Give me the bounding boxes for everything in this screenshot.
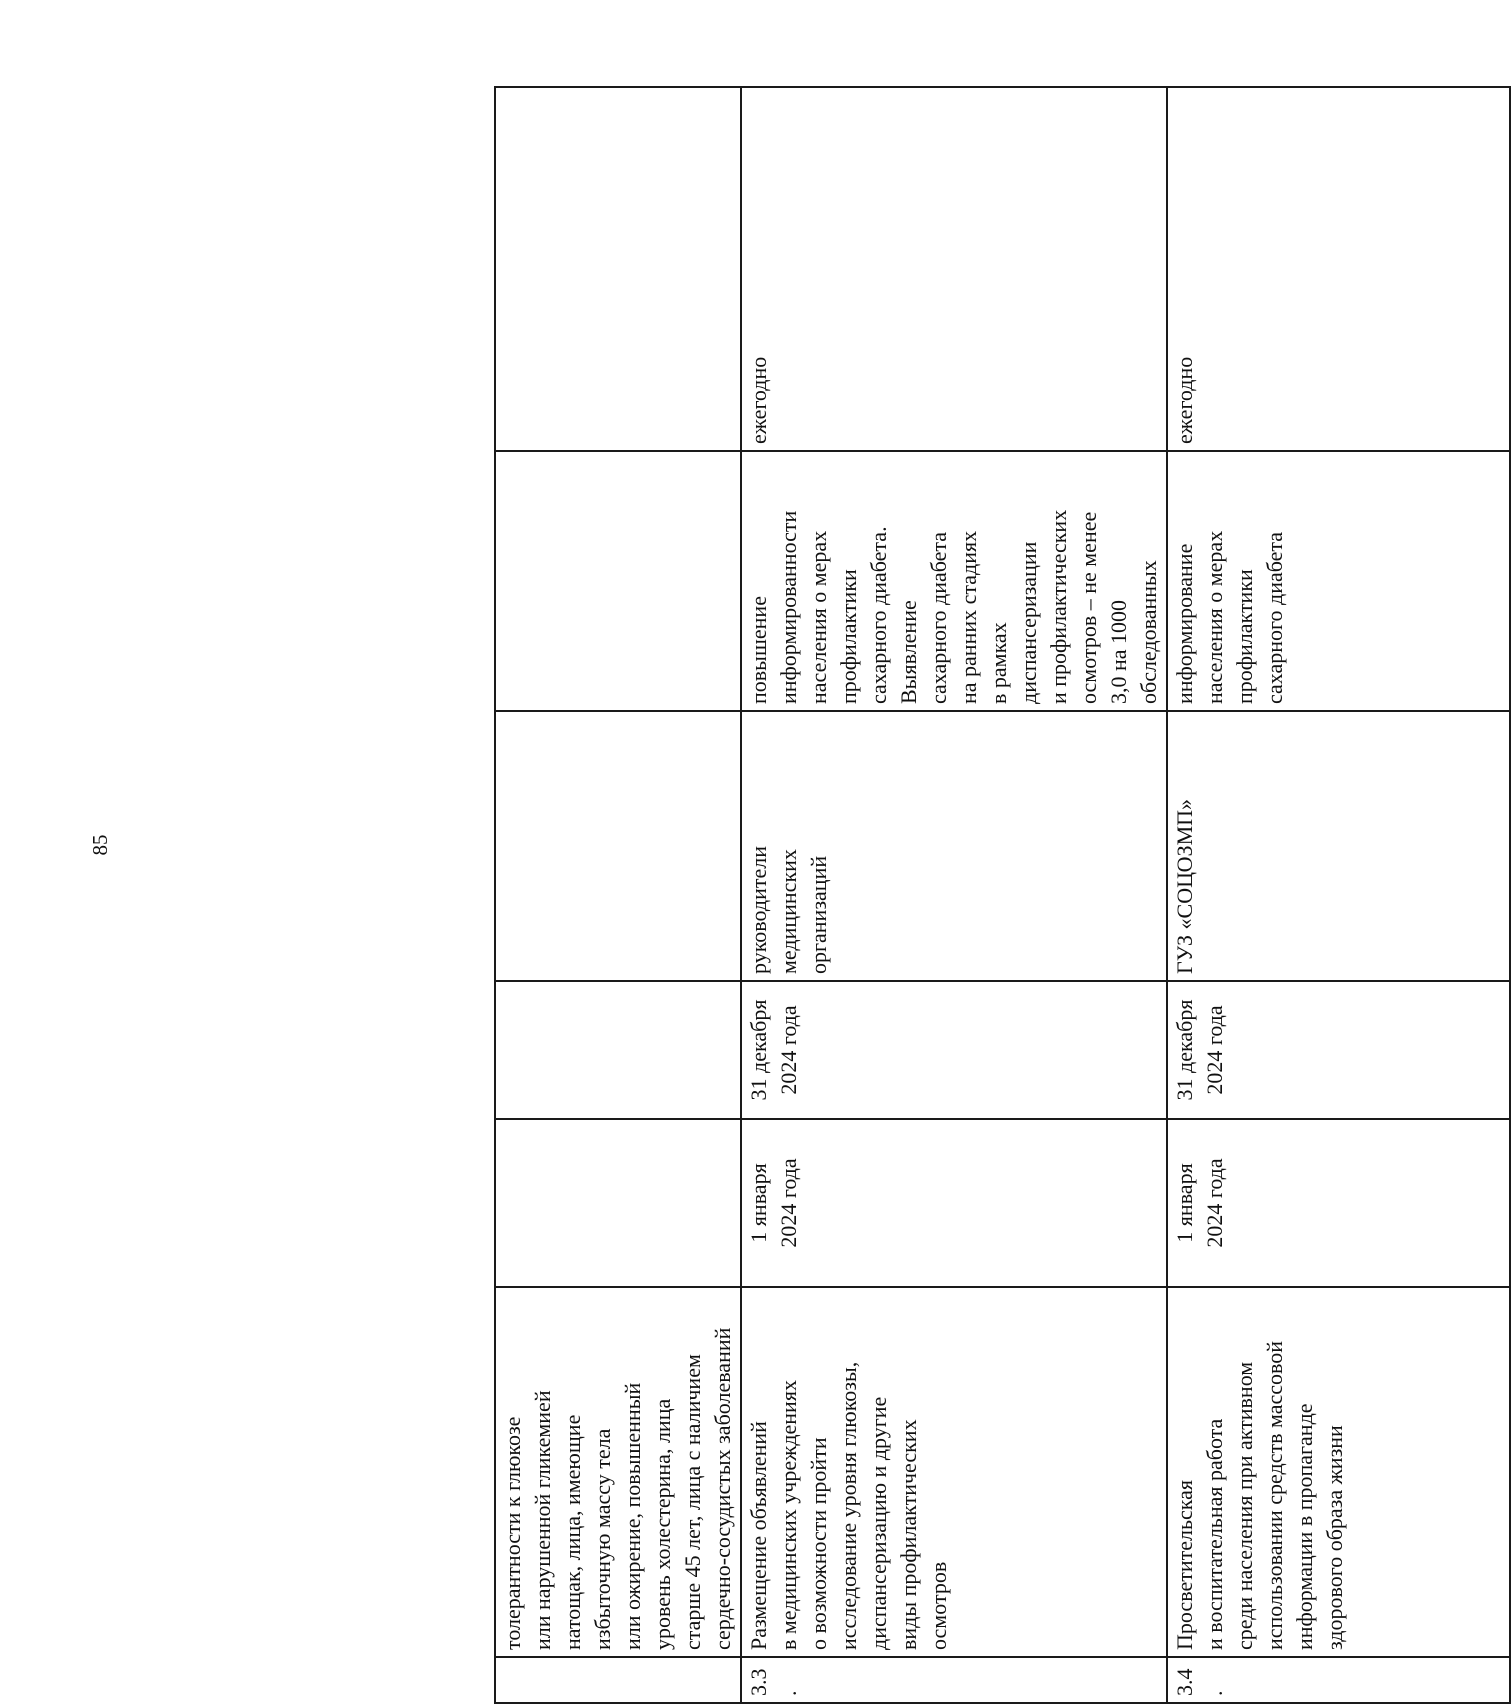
row-number	[495, 1657, 741, 1703]
activity-cell: толерантности к глюкозе или нарушенной гликемией натощак, лица, имеющие избыточную массу тела или ожирение, повышенный уровень холестерина, лица старше 45 лет, лица с наличием сердечно-сосудистых заболеваний	[495, 1287, 741, 1657]
frequency-cell: ежегодно	[741, 87, 1167, 451]
table-row	[495, 87, 741, 1703]
result-cell: повышение информированности населения о мерах профилактики сахарного диабета. Выявление сахарного диабета на ранних стадиях в рамках диспансеризации и профилактических осмотров – не менее 3,0 на 1000 обследованных	[741, 451, 1167, 711]
measures-table-container	[494, 88, 1502, 1704]
table-row	[1167, 87, 1510, 1703]
responsible-cell: руководители медицинских организаций	[741, 711, 1167, 981]
start-date-cell	[495, 1119, 741, 1287]
row-number: 3.4.	[1167, 1657, 1510, 1703]
frequency-cell: ежегодно	[1167, 87, 1510, 451]
measures-table	[494, 86, 1511, 1704]
result-cell: информирование населения о мерах профилактики сахарного диабета	[1167, 451, 1510, 711]
start-date-cell: 1 января 2024 года	[741, 1119, 1167, 1287]
responsible-cell: ГУЗ «СОЦОЗМП»	[1167, 711, 1510, 981]
activity-cell: Размещение объявлений в медицинских учреждениях о возможности пройти исследование уровня глюкозы, диспансеризацию и другие виды профилактических осмотров	[741, 1287, 1167, 1657]
start-date-cell: 1 января 2024 года	[1167, 1119, 1510, 1287]
result-cell	[495, 451, 741, 711]
frequency-cell	[495, 87, 741, 451]
end-date-cell: 31 декабря 2024 года	[741, 981, 1167, 1119]
end-date-cell: 31 декабря 2024 года	[1167, 981, 1510, 1119]
page-number: 85	[88, 834, 112, 856]
table-row	[741, 87, 1167, 1703]
activity-cell: Просветительская и воспитательная работа среди населения при активном использовании средств массовой информации в пропаганде здорового образа жизни	[1167, 1287, 1510, 1657]
row-number: 3.3.	[741, 1657, 1167, 1703]
end-date-cell	[495, 981, 741, 1119]
responsible-cell	[495, 711, 741, 981]
